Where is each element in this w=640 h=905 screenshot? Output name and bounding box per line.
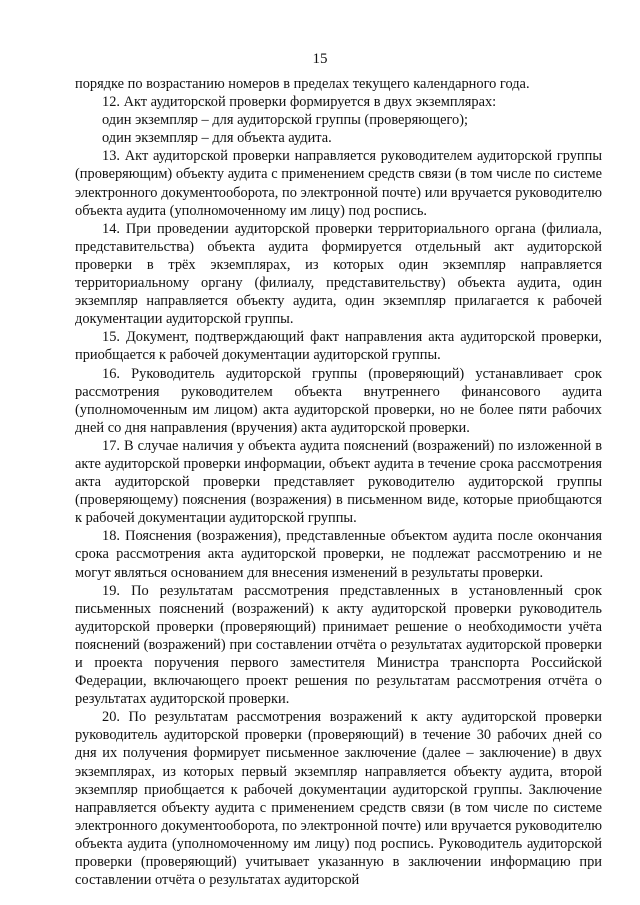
- paragraph-12-copy-audit-group: один экземпляр – для аудиторской группы (проверяющего);: [102, 112, 468, 129]
- paragraph-12: 12. Акт аудиторской проверки формируется в двух экземплярах:: [102, 94, 497, 111]
- paragraph-18: 18. Пояснения (возражения), представленные объектом аудита после окончания срока рассмотрения акта аудиторской проверки, не подлежат рассмотрению и не могут являться основанием для внесения изменений в результаты проверки.: [75, 528, 602, 581]
- paragraph-14: 14. При проведении аудиторской проверки территориального органа (филиала, представительства) объекта аудита формируется отдельный акт аудиторской проверки в трёх экземплярах, из которых один экземпляр направляется территориальному органу (филиалу, представительству) объекта аудита, один экземпляр направляется объекту аудита, один экземпляр прилагается к рабочей документации аудиторской группы.: [75, 220, 602, 328]
- paragraph-15: 15. Документ, подтверждающий факт направления акта аудиторской проверки, приобщается к рабочей документации аудиторской группы.: [75, 329, 602, 364]
- paragraph-19: 19. По результатам рассмотрения представленных в установленный срок письменных пояснений (возражений) к акту аудиторской проверки руководитель аудиторской проверки (проверяющий) принимает решение о необходимости учёта пояснений (возражений) при составлении отчёта о результатах аудиторской проверки и проекта поручения первого заместителя Министра транспорта Российской Федерации, включающего проект решения по результатам рассмотрения отчёта о результатах аудиторской проверки.: [75, 582, 602, 708]
- paragraph-17: 17. В случае наличия у объекта аудита пояснений (возражений) по изложенной в акте аудиторской проверки информации, объект аудита в течение срока рассмотрения акта аудиторской проверки представляет руководителю аудиторской группы (проверяющему) пояснения (возражения) в письменном виде, которые приобщаются к рабочей документации аудиторской группы.: [75, 437, 602, 527]
- paragraph-20: 20. По результатам рассмотрения возражений к акту аудиторской проверки руководитель аудиторской проверки (проверяющий) в течение 30 рабочих дней со дня их получения формирует письменное заключение (далее – заключение) в двух экземплярах, из которых первый экземпляр направляется объекту аудита, второй экземпляр приобщается к рабочей документации аудиторской группы. Заключение направляется объекту аудита с применением средств связи (в том числе по системе электронного документооборота, по электронной почте) или вручается руководителю объекта аудита (уполномоченному им лицу) под роспись. Руководитель аудиторской проверки (проверяющий) учитывает указанную в заключении информацию при составлении отчёта о результатах аудиторской: [75, 709, 602, 889]
- paragraph-13: 13. Акт аудиторской проверки направляется руководителем аудиторской группы (проверяющим) объекту аудита с применением средств связи (в том числе по системе электронного документооборота, по электронной почте) или вручается руководителю объекта аудита (уполномоченному им лицу) под роспись.: [75, 148, 602, 219]
- paragraph-continuation: порядке по возрастанию номеров в пределах текущего календарного года.: [75, 76, 530, 92]
- paragraph-16: 16. Руководитель аудиторской группы (проверяющий) устанавливает срок рассмотрения руководителем объекта внутреннего финансового аудита (уполномоченным им лицом) акта аудиторской проверки, но не более пяти рабочих дней со дня направления (вручения) акта аудиторской проверки.: [75, 365, 602, 436]
- page-number: 15: [312, 51, 328, 67]
- paragraph-12-copy-audit-object: один экземпляр – для объекта аудита.: [102, 130, 332, 147]
- document-body: [75, 75, 602, 889]
